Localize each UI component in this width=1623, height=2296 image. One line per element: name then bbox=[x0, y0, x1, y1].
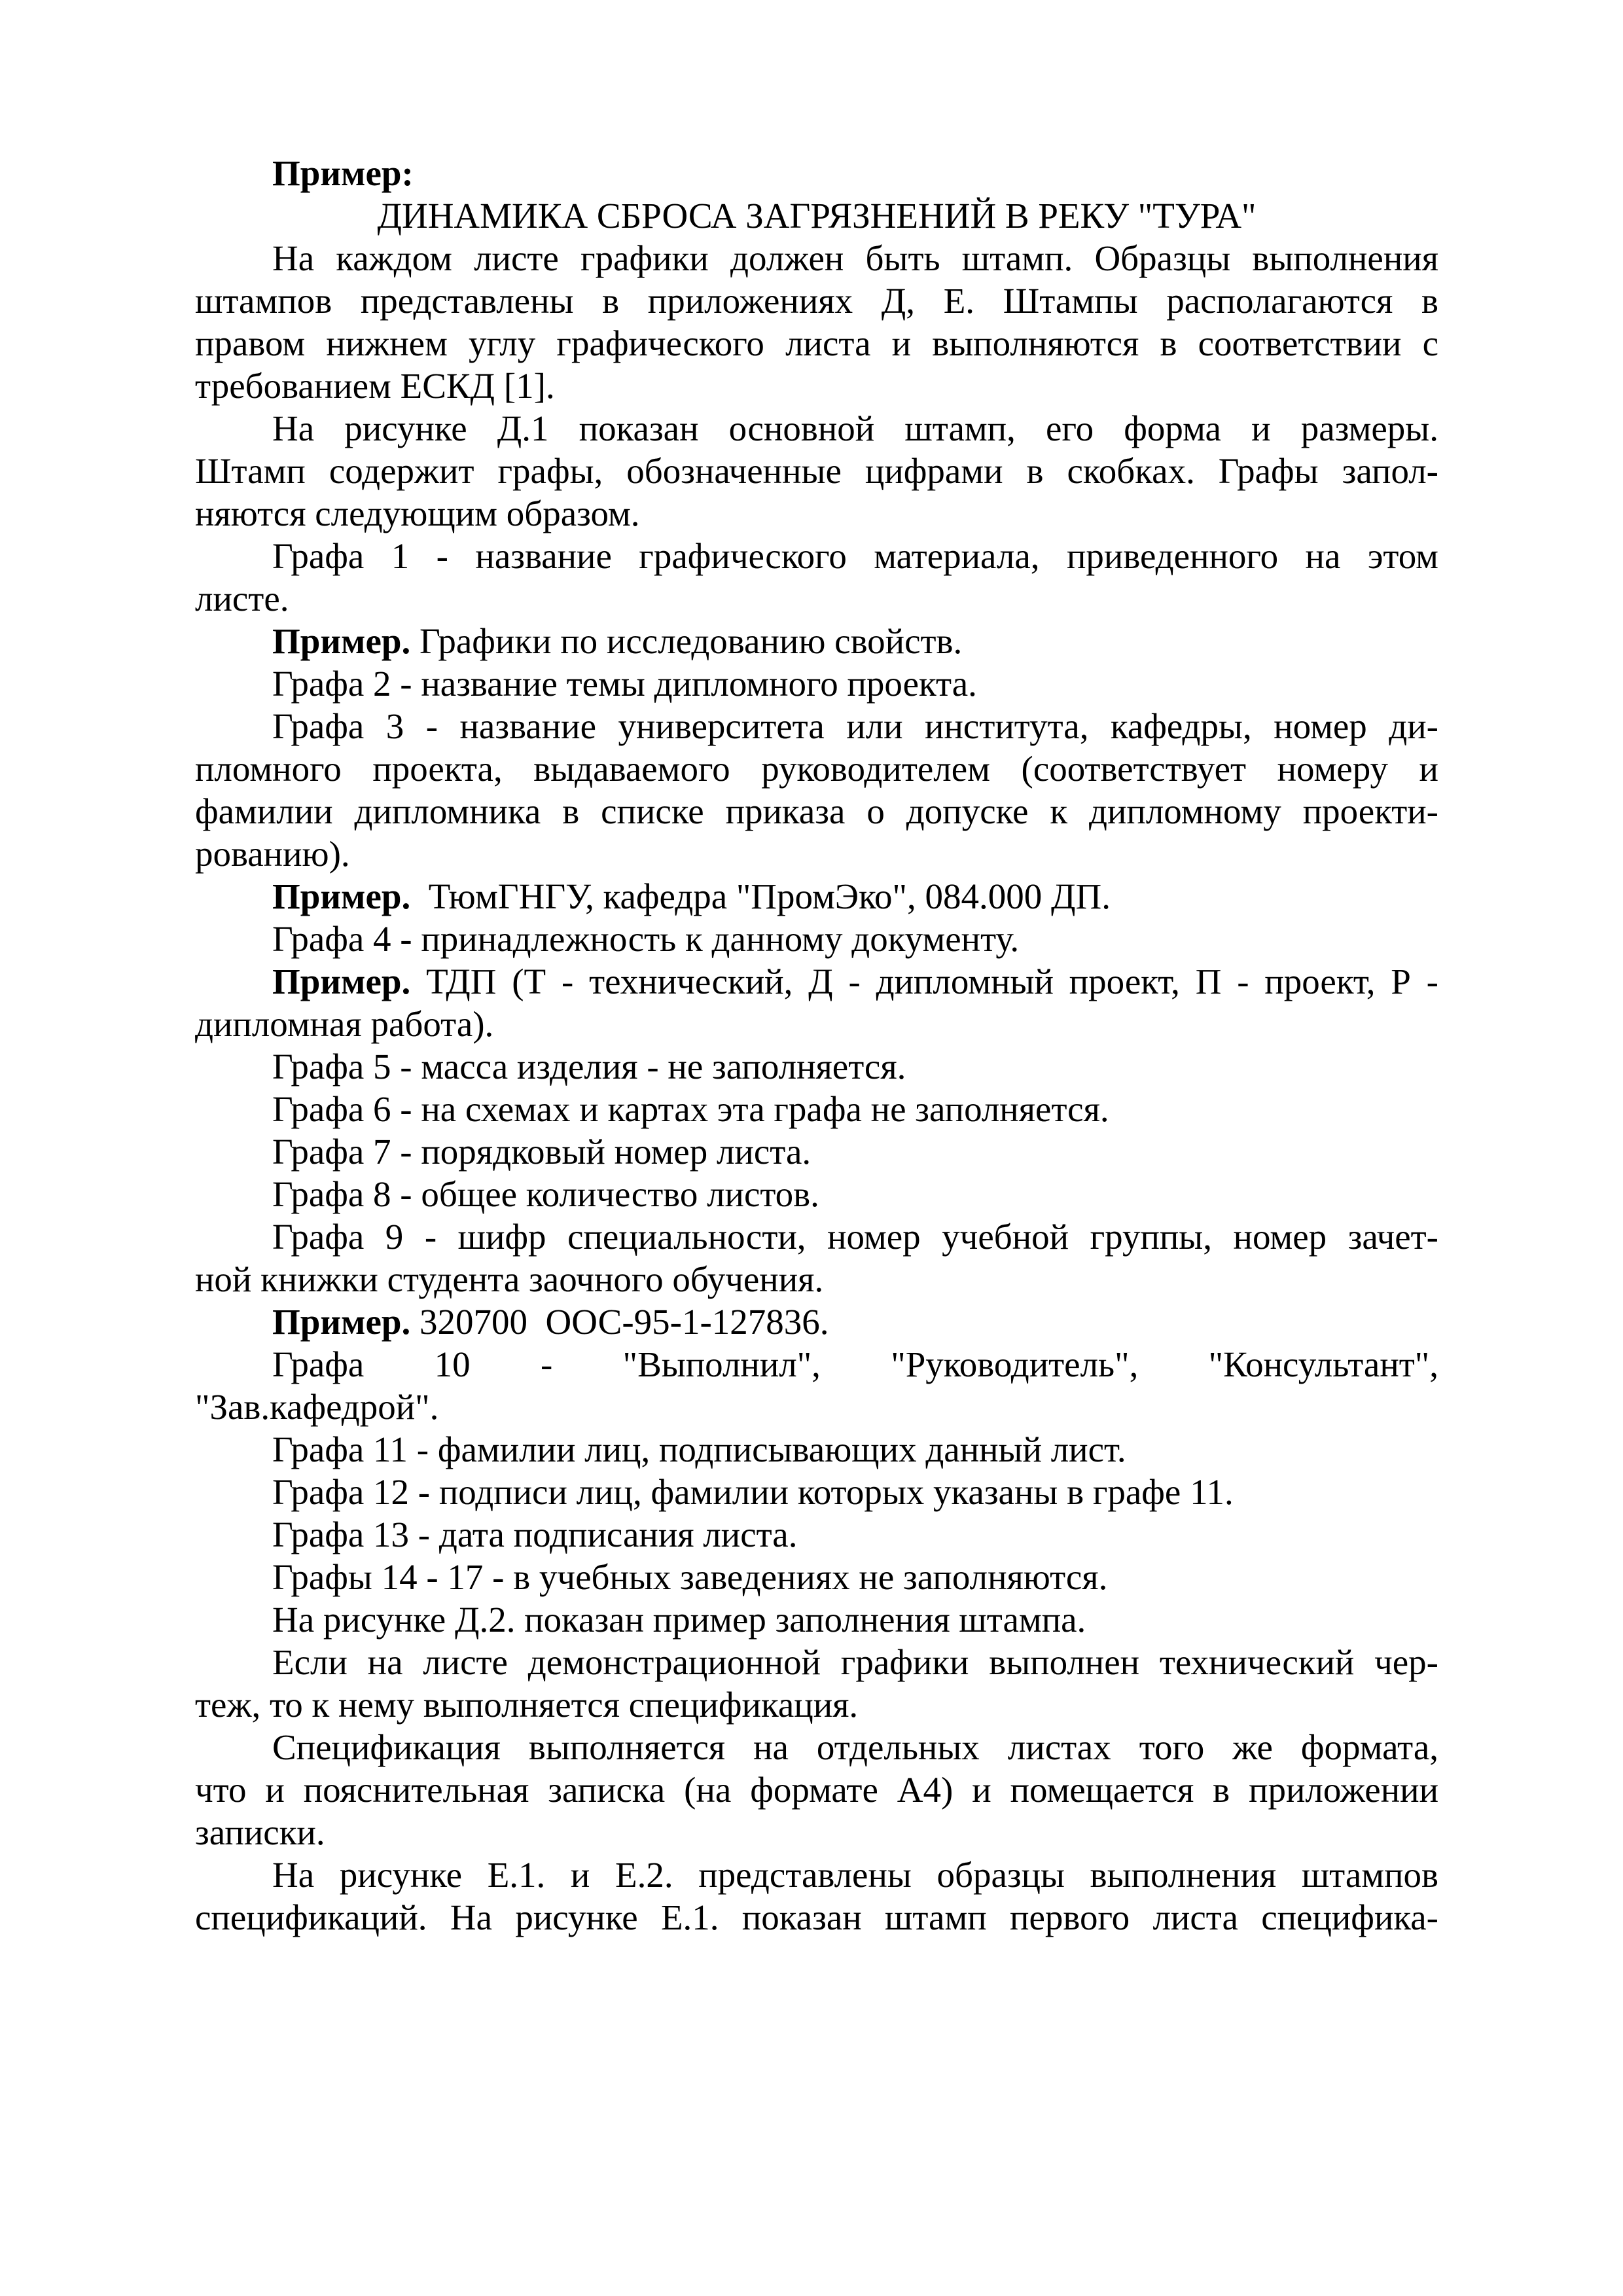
paragraph-line: Графа 5 - масса изделия - не заполняется. bbox=[272, 1047, 906, 1086]
paragraph-line: "Зав.кафедрой". bbox=[195, 1387, 439, 1427]
paragraph-line: Графа 11 - фамилии лиц, подписывающих данный лист. bbox=[272, 1429, 1126, 1469]
paragraph-line: Графа 12 - подписи лиц, фамилии которых указаны в графе 11. bbox=[272, 1472, 1234, 1512]
example-title: ДИНАМИКА СБРОСА ЗАГРЯЗНЕНИЙ В РЕКУ "ТУРА" bbox=[377, 196, 1257, 236]
paragraph-line: теж, то к нему выполняется спецификация. bbox=[195, 1685, 859, 1725]
paragraph-line: требованием ЕСКД [1]. bbox=[195, 366, 555, 406]
paragraph-line: Графа 2 - название темы дипломного проекта. bbox=[272, 664, 977, 704]
paragraph-line: записки. bbox=[195, 1812, 325, 1852]
paragraph-line: Графа 3 - название университета или института, кафедры, номер ди- bbox=[272, 706, 1438, 746]
paragraph-line: Графа 6 - на схемах и картах эта графа не заполняется. bbox=[272, 1089, 1109, 1129]
paragraph-line: ной книжки студента заочного обучения. bbox=[195, 1259, 824, 1299]
paragraph-line: пломного проекта, выдаваемого руководителем (соответствует номеру и bbox=[195, 749, 1438, 789]
paragraph-line: Графа 1 - название графического материала, приведенного на этом bbox=[272, 536, 1438, 576]
example-line: Пример. ТДП (Т - технический, Д - дипломный проект, П - проект, Р - bbox=[272, 961, 1438, 1001]
paragraph-line: Штамп содержит графы, обозначенные цифрами в скобках. Графы запол- bbox=[195, 451, 1438, 491]
paragraph-line: Спецификация выполняется на отдельных листах того же формата, bbox=[272, 1727, 1438, 1767]
paragraph-line: спецификаций. На рисунке Е.1. показан штамп первого листа специфика- bbox=[195, 1897, 1438, 1937]
paragraph-line: что и пояснительная записка (на формате А4) и помещается в приложении bbox=[195, 1770, 1438, 1810]
paragraph-line: Если на листе демонстрационной графики выполнен технический чер- bbox=[272, 1642, 1438, 1682]
paragraph-line: няются следующим образом. bbox=[195, 493, 640, 533]
example-line: Пример. 320700 ООС-95-1-127836. bbox=[272, 1302, 829, 1342]
paragraph-line: На рисунке Е.1. и Е.2. представлены образцы выполнения штампов bbox=[272, 1855, 1438, 1895]
paragraph-line: правом нижнем углу графического листа и выполняются в соответствии с bbox=[195, 323, 1438, 363]
paragraph-line: фамилии дипломника в списке приказа о допуске к дипломному проекти- bbox=[195, 791, 1438, 831]
paragraph-line: Графа 8 - общее количество листов. bbox=[272, 1174, 819, 1214]
paragraph-line: Графа 13 - дата подписания листа. bbox=[272, 1515, 798, 1554]
paragraph-line: дипломная работа). bbox=[195, 1004, 494, 1044]
paragraph-line: штампов представлены в приложениях Д, Е. Штампы располагаются в bbox=[195, 281, 1438, 321]
example-heading: Пример: bbox=[272, 153, 414, 193]
document-body bbox=[195, 152, 1438, 1939]
paragraph-line: Графа 9 - шифр специальности, номер учебной группы, номер зачет- bbox=[272, 1217, 1438, 1257]
paragraph-line: листе. bbox=[195, 579, 289, 619]
example-line: Пример. ТюмГНГУ, кафедра "ПромЭко", 084.000 ДП. bbox=[272, 876, 1111, 916]
paragraph-line: Графа 10 - "Выполнил", "Руководитель", "Консультант", bbox=[272, 1344, 1438, 1384]
paragraph-line: Графы 14 - 17 - в учебных заведениях не заполняются. bbox=[272, 1557, 1108, 1597]
paragraph-line: На каждом листе графики должен быть штамп. Образцы выполнения bbox=[272, 238, 1438, 278]
paragraph-line: Графа 7 - порядковый номер листа. bbox=[272, 1132, 812, 1172]
paragraph-line: рованию). bbox=[195, 834, 350, 874]
paragraph-line: Графа 4 - принадлежность к данному документу. bbox=[272, 919, 1020, 959]
example-line: Пример. Графики по исследованию свойств. bbox=[272, 621, 963, 661]
paragraph-line: На рисунке Д.1 показан основной штамп, его форма и размеры. bbox=[272, 408, 1438, 448]
paragraph-line: На рисунке Д.2. показан пример заполнения штампа. bbox=[272, 1600, 1086, 1640]
